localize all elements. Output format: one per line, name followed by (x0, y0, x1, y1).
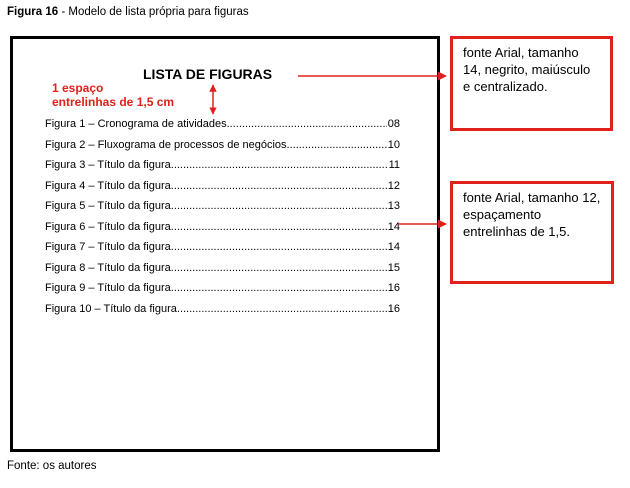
entry-label: Figura 10 – Título da figura (45, 302, 177, 315)
spacing-note-line-2: entrelinhas de 1,5 cm (52, 95, 175, 109)
entry-label: Figura 3 – Título da figura (45, 159, 171, 171)
entry-page: 16 (387, 282, 400, 294)
entry-page: 12 (387, 179, 400, 192)
entry-page: 13 (387, 200, 400, 212)
entry-label: Figura 2 – Fluxograma de processos de negócios (45, 138, 287, 151)
entries-font-note: fonte Arial, tamanho 12, espaçamento entrelinhas de 1,5. (450, 181, 614, 284)
entry-page: 08 (387, 118, 400, 130)
source-note: Fonte: os autores (7, 460, 97, 472)
entry-page: 14 (387, 241, 400, 253)
entry-page: 15 (387, 261, 400, 274)
spacing-note-line-1: 1 espaço (52, 81, 104, 95)
list-title: LISTA DE FIGURAS (143, 66, 273, 82)
figure-caption-separator: - (58, 6, 69, 18)
entry-label: Figura 8 – Título da figura (45, 261, 171, 274)
entry-page: 14 (387, 220, 400, 233)
entry-label: Figura 4 – Título da figura (45, 179, 171, 192)
entry-label: Figura 1 – Cronograma de atividades (45, 118, 227, 130)
entry-label: Figura 9 – Título da figura (45, 282, 171, 294)
entry-page: 16 (387, 302, 400, 315)
title-font-note: fonte Arial, tamanho 14, negrito, maiúsculo e centralizado. (450, 36, 613, 131)
entry-page: 10 (387, 138, 400, 151)
entry-label: Figura 5 – Título da figura (45, 200, 171, 212)
entry-label: Figura 6 – Título da figura (45, 220, 171, 233)
figure-caption-text: Modelo de lista própria para figuras (68, 6, 249, 18)
entry-page: 11 (388, 159, 400, 171)
figure-caption-label: Figura 16 (7, 6, 59, 18)
entry-label: Figura 7 – Título da figura (45, 241, 171, 253)
